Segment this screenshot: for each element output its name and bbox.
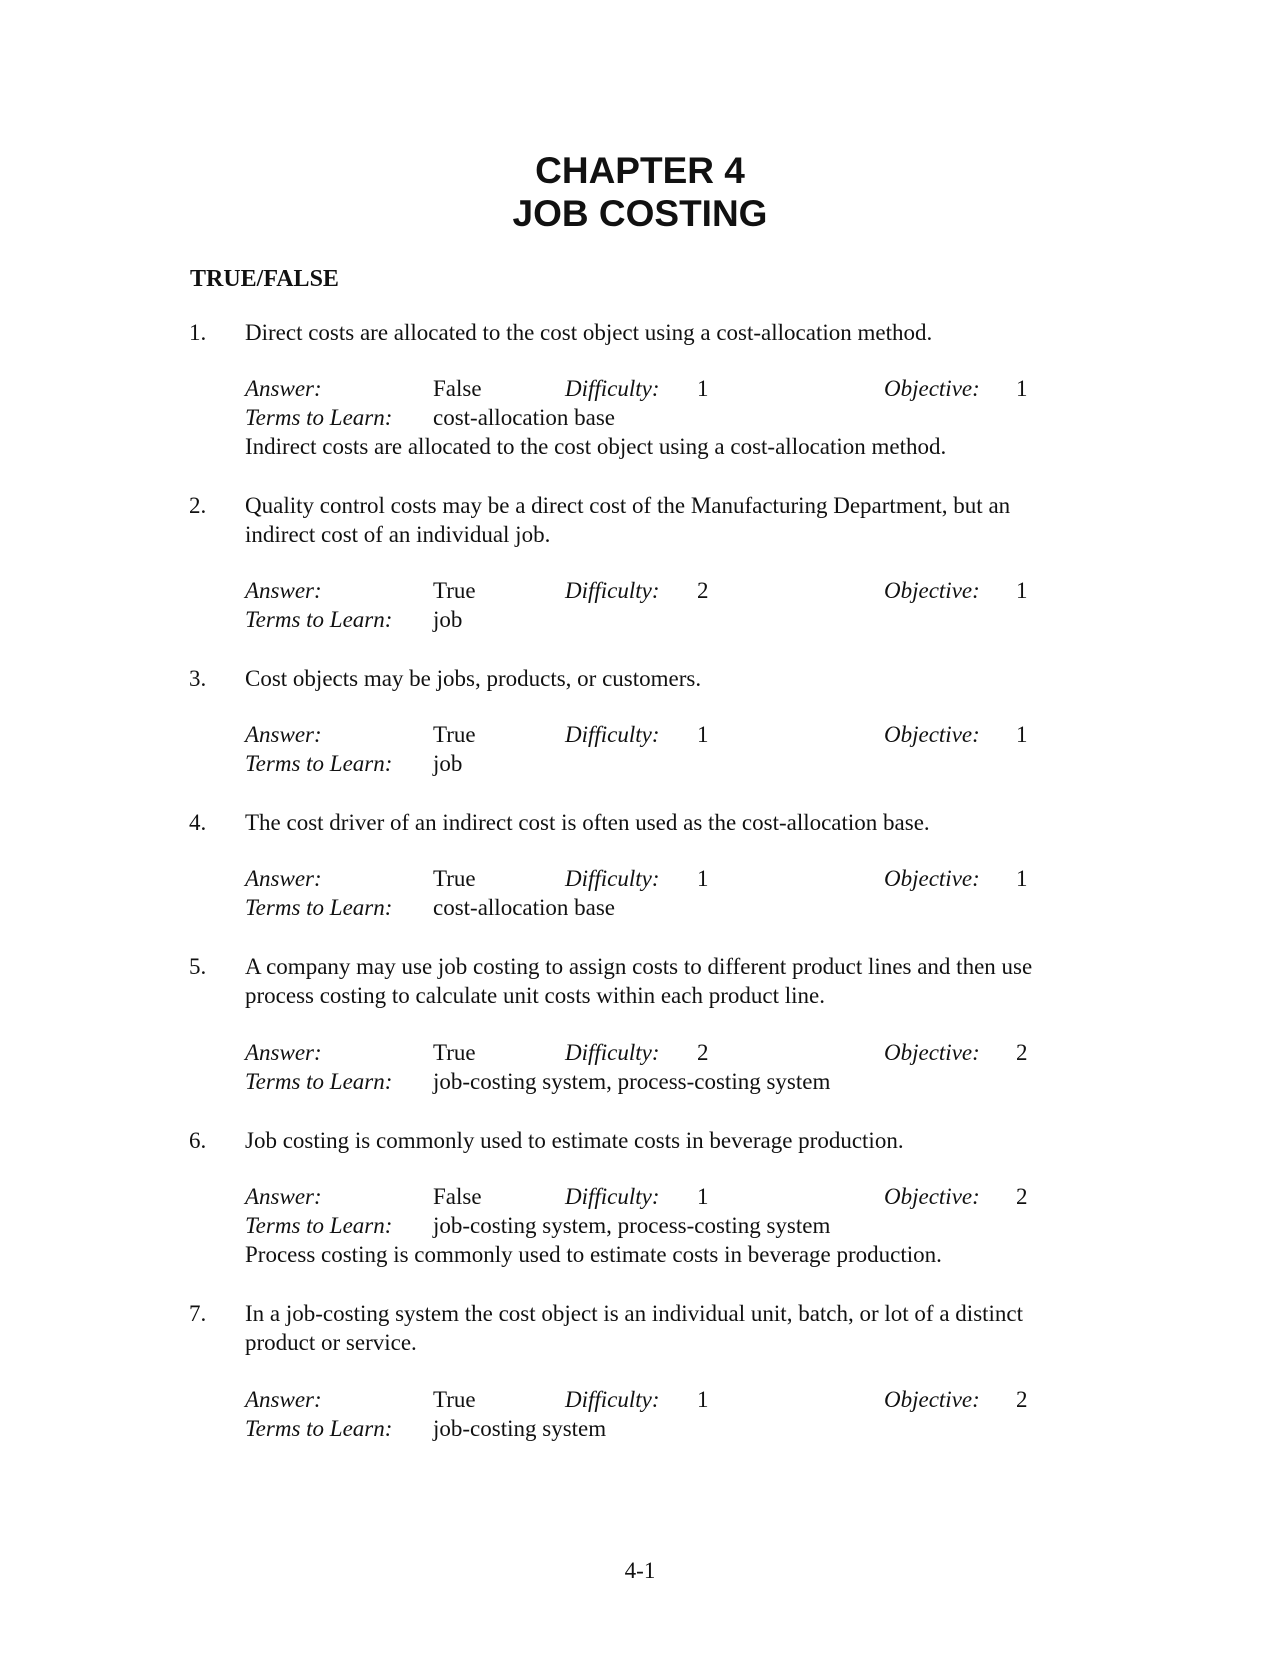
question-number: 2.: [189, 493, 207, 518]
answer-explanation: Indirect costs are allocated to the cost object using a cost-allocation method.: [245, 434, 947, 459]
answer-label: Answer:: [245, 578, 322, 603]
difficulty-label: Difficulty:: [565, 866, 660, 891]
terms-label: Terms to Learn:: [245, 1213, 393, 1238]
answer-label: Answer:: [245, 376, 322, 401]
terms-value: job: [433, 751, 463, 776]
chapter-number: CHAPTER 4: [535, 150, 745, 191]
objective-label: Objective:: [884, 578, 980, 603]
question-text: A company may use job costing to assign costs to different product lines and then use process costing to calculate unit costs within each product line.: [245, 954, 1033, 1008]
question-number: 4.: [189, 810, 207, 835]
question-text: In a job-costing system the cost object is an individual unit, batch, or lot of a distinct product or service.: [245, 1301, 1024, 1355]
difficulty-value: 2: [697, 578, 709, 603]
question-text: The cost driver of an indirect cost is often used as the cost-allocation base.: [245, 810, 930, 835]
terms-label: Terms to Learn:: [245, 1069, 393, 1094]
answer-value: True: [433, 722, 476, 747]
objective-label: Objective:: [884, 1184, 980, 1209]
terms-value: job-costing system, process-costing system: [433, 1213, 831, 1238]
answer-label: Answer:: [245, 866, 322, 891]
question-text: Cost objects may be jobs, products, or customers.: [245, 666, 702, 691]
answer-label: Answer:: [245, 722, 322, 747]
answer-value: False: [433, 1184, 482, 1209]
answer-value: True: [433, 1387, 476, 1412]
terms-label: Terms to Learn:: [245, 895, 393, 920]
terms-value: job-costing system: [433, 1416, 607, 1441]
objective-label: Objective:: [884, 1040, 980, 1065]
terms-label: Terms to Learn:: [245, 1416, 393, 1441]
answer-explanation: Process costing is commonly used to estimate costs in beverage production.: [245, 1242, 942, 1267]
terms-label: Terms to Learn:: [245, 607, 393, 632]
question-number: 1.: [189, 320, 207, 345]
answer-label: Answer:: [245, 1040, 322, 1065]
question-number: 5.: [189, 954, 207, 979]
difficulty-label: Difficulty:: [565, 1387, 660, 1412]
difficulty-label: Difficulty:: [565, 722, 660, 747]
answer-value: True: [433, 1040, 476, 1065]
difficulty-value: 1: [697, 1387, 709, 1412]
answer-label: Answer:: [245, 1184, 322, 1209]
objective-label: Objective:: [884, 722, 980, 747]
answer-value: False: [433, 376, 482, 401]
terms-value: job-costing system, process-costing system: [433, 1069, 831, 1094]
difficulty-label: Difficulty:: [565, 1040, 660, 1065]
page-number: 4-1: [624, 1558, 656, 1583]
objective-label: Objective:: [884, 866, 980, 891]
objective-value: 1: [1016, 722, 1028, 747]
terms-label: Terms to Learn:: [245, 405, 393, 430]
objective-value: 1: [1016, 866, 1028, 891]
objective-value: 2: [1016, 1184, 1028, 1209]
terms-value: cost-allocation base: [433, 895, 616, 920]
terms-label: Terms to Learn:: [245, 751, 393, 776]
answer-label: Answer:: [245, 1387, 322, 1412]
difficulty-label: Difficulty:: [565, 1184, 660, 1209]
chapter-title: JOB COSTING: [512, 193, 768, 234]
difficulty-label: Difficulty:: [565, 376, 660, 401]
difficulty-label: Difficulty:: [565, 578, 660, 603]
terms-value: cost-allocation base: [433, 405, 616, 430]
terms-value: job: [433, 607, 463, 632]
objective-value: 1: [1016, 376, 1028, 401]
objective-label: Objective:: [884, 376, 980, 401]
question-text: Job costing is commonly used to estimate costs in beverage production.: [245, 1128, 904, 1153]
difficulty-value: 1: [697, 866, 709, 891]
objective-value: 2: [1016, 1040, 1028, 1065]
question-number: 3.: [189, 666, 207, 691]
question-text: Quality control costs may be a direct cost of the Manufacturing Department, but an indirect cost of an individual job.: [245, 493, 1011, 547]
question-text: Direct costs are allocated to the cost object using a cost-allocation method.: [245, 320, 933, 345]
question-number: 7.: [189, 1301, 207, 1326]
objective-value: 1: [1016, 578, 1028, 603]
difficulty-value: 1: [697, 376, 709, 401]
difficulty-value: 1: [697, 722, 709, 747]
difficulty-value: 2: [697, 1040, 709, 1065]
objective-label: Objective:: [884, 1387, 980, 1412]
question-number: 6.: [189, 1128, 207, 1153]
objective-value: 2: [1016, 1387, 1028, 1412]
answer-value: True: [433, 866, 476, 891]
answer-value: True: [433, 578, 476, 603]
difficulty-value: 1: [697, 1184, 709, 1209]
section-heading: TRUE/FALSE: [190, 266, 339, 292]
